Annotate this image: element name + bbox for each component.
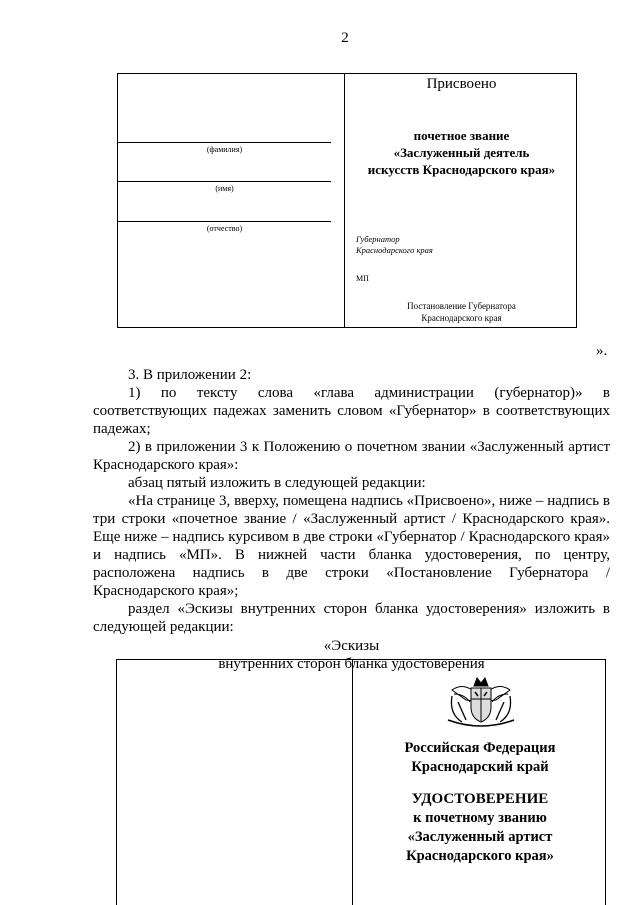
sketch-heading-1: «Эскизы: [323, 638, 380, 654]
governor-line-1: Губернатор: [356, 234, 400, 244]
paragraph-item-1: 1) по тексту слова «глава администрации (губернатор)» в соответствующих падежах заменить словом «Губернатор» в соответствующих падежах;: [93, 385, 610, 437]
certificate-line-1: к почетному званию: [413, 810, 547, 826]
krasnodar-coat-of-arms-icon: [444, 674, 518, 730]
name-label: (имя): [215, 184, 234, 193]
certificate-title: УДОСТОВЕРЕНИЕ: [411, 791, 549, 807]
page-number: 2: [341, 30, 349, 46]
governor-line-2: Краснодарского края: [356, 245, 433, 255]
patronymic-line: [118, 221, 331, 222]
surname-label: (фамилия): [206, 145, 243, 154]
title-line-2: «Заслуженный деятель: [393, 145, 530, 160]
form-divider: [344, 74, 345, 327]
paragraph-appendix-2: 3. В приложении 2:: [128, 367, 252, 383]
assigned-label: Присвоено: [426, 76, 497, 92]
sketch-heading-2: внутренних сторон бланка удостоверения: [218, 656, 485, 672]
body-text: [93, 366, 610, 673]
region-name: Краснодарский край: [411, 759, 549, 775]
decree-line-2: Краснодарского края: [421, 313, 502, 323]
paragraph-item-2: 2) в приложении 3 к Положению о почетном звании «Заслуженный артист Краснодарского края»:: [93, 439, 610, 473]
paragraph-abzac: абзац пятый изложить в следующей редакции:: [128, 475, 426, 491]
certificate-line-2: «Заслуженный артист: [407, 829, 553, 845]
certificate-sketch-bottom: [116, 659, 606, 905]
closing-quote: ».: [596, 343, 608, 359]
form-divider: [352, 660, 353, 905]
decree-caption: [345, 300, 578, 324]
title-line-1: почетное звание: [413, 128, 510, 143]
decree-line-1: Постановление Губернатора: [407, 301, 516, 311]
certificate-line-3: Краснодарского края»: [406, 848, 554, 864]
certificate-sketch-top: [117, 73, 577, 328]
patronymic-label: (отчество): [206, 224, 243, 233]
surname-line: [118, 142, 331, 143]
title-line-3: искусств Краснодарского края»: [367, 162, 556, 177]
honorary-title: [345, 127, 578, 178]
country-name: Российская Федерация: [404, 740, 556, 756]
seal-label: МП: [356, 274, 369, 283]
paragraph-section: раздел «Эскизы внутренних сторон бланка удостоверения» изложить в следующей редакции:: [93, 601, 610, 635]
paragraph-description: «На странице 3, вверху, помещена надпись «Присвоено», ниже – надпись в три строки «почетное звание / «Заслуженный артист / Краснодарского края». Еще ниже – надпись курсивом в две строки «Губернатор / Краснодарского края» и надпись «МП». В нижней части бланка удостоверения, по центру, расположена надпись в две строки «Постановление Губернатора / Краснодарского края»;: [93, 493, 610, 599]
name-line: [118, 181, 331, 182]
